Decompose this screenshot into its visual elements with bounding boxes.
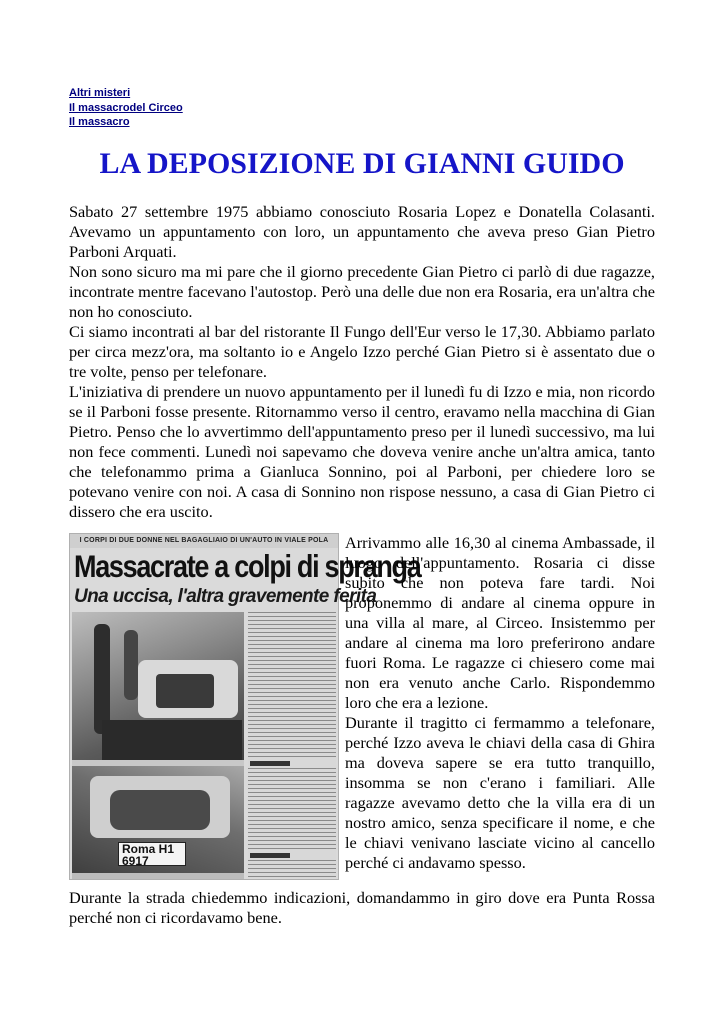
car-license-plate: Roma H1 6917 [118, 842, 186, 866]
paragraph: Arrivammo alle 16,30 al cinema Ambassade, il luogo dell'appuntamento. Rosaria ci disse subito che non poteva fare tardi. Noi proponemmo di andare al cinema oppure in una villa al mare, al Circeo. Insistemmo per andare al cinema ma loro preferirono andare fuori Roma. Le ragazze ci chiesero come mai non era venuto anche Carlo. Rispondemmo loro che era a lezione. [345, 533, 655, 712]
clipping-headline: Massacrate a colpi di spranga [74, 549, 421, 584]
clipping-subheadline: Una uccisa, l'altra gravemente ferita [74, 586, 377, 607]
paragraph: Durante la strada chiedemmo indicazioni, domandammo in giro dove era Punta Rossa perché non ci ricordavamo bene. [69, 888, 655, 927]
clipping-caption-line [72, 873, 244, 879]
paragraph: Ci siamo incontrati al bar del ristorante Il Fungo dell'Eur verso le 17,30. Abbiamo parlato per circa mezz'ora, ma soltanto io e Angelo Izzo perché Gian Pietro si è assentato due o tre volte, penso per telefonare. [69, 322, 655, 381]
intro-text [69, 202, 655, 522]
right-column-text [345, 533, 655, 873]
paragraph: Sabato 27 settembre 1975 abbiamo conosciuto Rosaria Lopez e Donatella Colasanti. Avevamo un appuntamento con loro, un appuntamento che aveva preso Gian Pietro Parboni Arquati. [69, 202, 655, 261]
newspaper-clipping-image [69, 533, 421, 880]
clipping-photo-car-scene [72, 612, 244, 760]
clipping-subheading [248, 760, 336, 768]
clipping-subheading [248, 852, 336, 860]
clipping-article-text [248, 612, 336, 878]
paragraph: Durante il tragitto ci fermammo a telefonare, perché Izzo aveva le chiavi della casa di Ghira ma doveva sapere se era tutto tranquillo, insomma se non c'erano i familiari. Alle ragazze avevamo detto che la villa era di un nostro amico, senza specificare il nome, e che le chiavi venivano lasciate vicino al cancello perché ci andavamo spesso. [345, 713, 655, 872]
closing-text [69, 888, 655, 928]
paragraph: Non sono sicuro ma mi pare che il giorno precedente Gian Pietro ci parlò di due ragazze, incontrate mentre facevano l'autostop. Però una delle due non era Rosaria, era un'altra che non ho conosciuto. [69, 262, 655, 321]
page-title: LA DEPOSIZIONE DI GIANNI GUIDO [99, 147, 625, 180]
paragraph: L'iniziativa di prendere un nuovo appuntamento per il lunedì fu di Izzo e mia, non ricordo se il Parboni fosse presente. Ritornammo verso il centro, eravamo nella macchina di Gian Pietro. Penso che lo avvertimmo dell'appuntamento preso per il lunedì successivo, ma lui non fece commenti. Lunedì noi sapevamo che doveva venire anche un'altra amica, tanto che telefonammo prima a Gianluca Sonnino, poi al Parboni, per chiedere loro se potevano venire con noi. A casa di Sonnino non rispose nessuno, a casa di Gian Pietro ci dissero che era uscito. [69, 382, 655, 521]
link-il-massacro[interactable]: Il massacro [69, 116, 130, 128]
link-massacro-del-circeo[interactable]: Il massacrodel Circeo [69, 101, 183, 114]
link-altri-misteri[interactable]: Altri misteri [69, 87, 131, 99]
clipping-kicker: I CORPI DI DUE DONNE NEL BAGAGLIAIO DI UN'AUTO IN VIALE POLA [70, 534, 338, 548]
breadcrumb-links [69, 86, 183, 130]
clipping-photo-car-trunk [72, 766, 244, 878]
